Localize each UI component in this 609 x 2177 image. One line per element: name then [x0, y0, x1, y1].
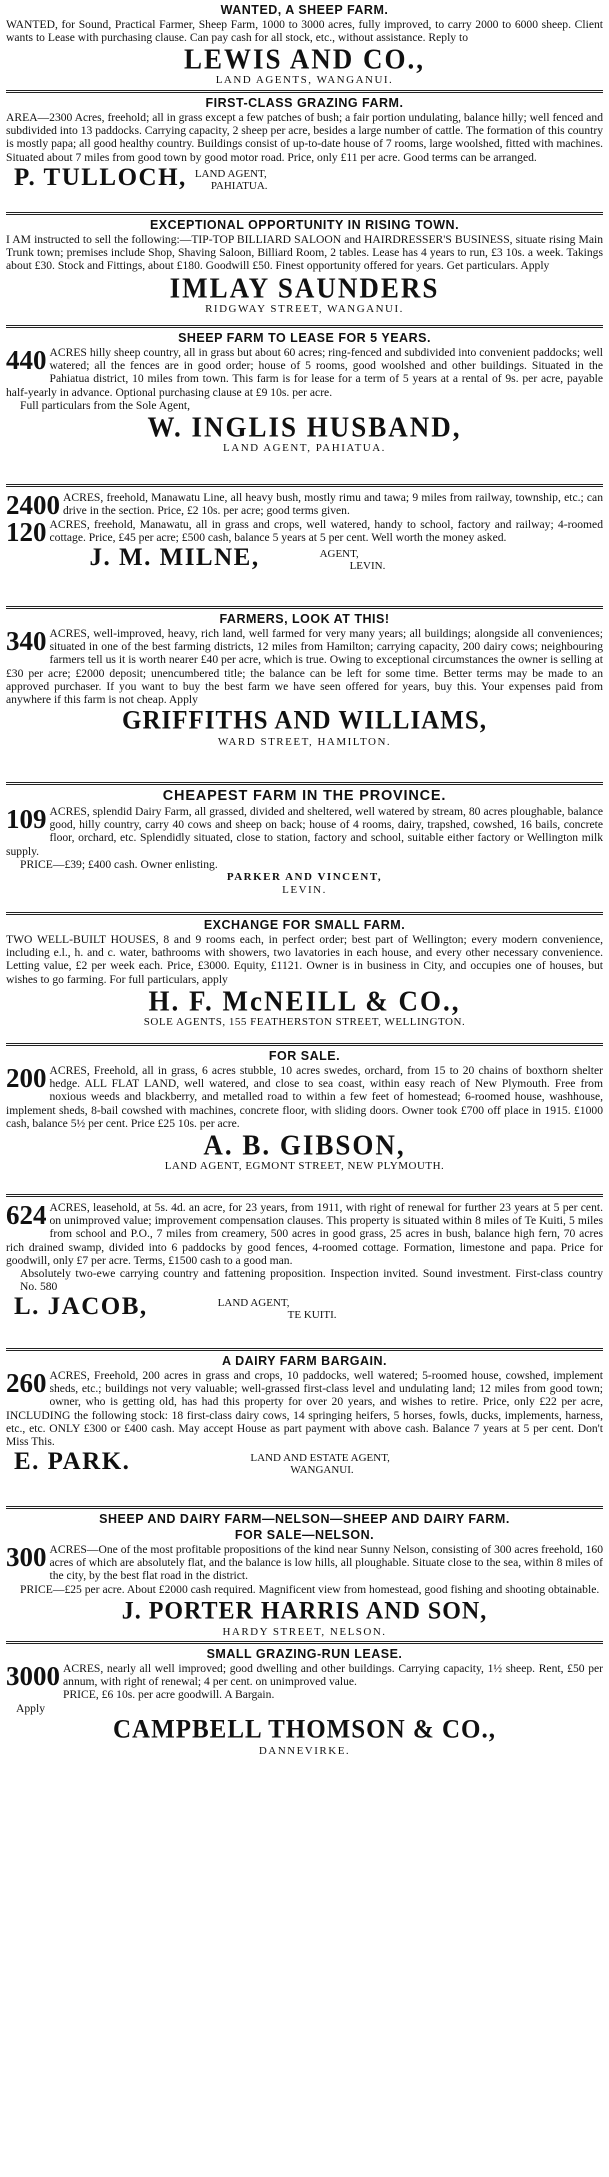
- ad-text: ACRES, freehold, Manawatu Line, all heavy bush, mostly rimu and tawa; 9 miles from railway, township, etc.; can drive in the section. Price, £2 10s. per acre; good terms given.: [63, 491, 603, 518]
- agent-town: PAHIATUA.: [210, 179, 268, 192]
- ad-text: ACRES, leasehold, at 5s. 4d. an acre, for 23 years, from 1911, with right of renewal for further 23 years at 5 per cent. on unimproved value; improvement compensation clauses. This property is situated within 8 miles of Te Kuiti, 5 miles from school and P.O., 7 miles from creamery, 500 acres in good grass, 25 acres in bush, balance high fern, 70 acres rich drained swamp, divided into 6 paddocks by good fences, 4-roomed cottage. Formation, limestone and papa. Price for goodwill, only £7 per acre. Terms, £1500 cash to a good man.: [6, 1201, 603, 1267]
- acreage-number: 2400: [6, 490, 60, 520]
- agent-name: LEWIS AND CO.,: [183, 43, 426, 76]
- ad-extra-line: Apply: [16, 1701, 45, 1715]
- agent-block: [6, 164, 603, 192]
- ad-sheep-dairy-nelson: [6, 1509, 603, 1644]
- agent-town: WANGANUI.: [290, 1464, 354, 1477]
- ad-extra-line: Absolutely two-ewe carrying country and fattening proposition. Inspection invited. Sound investment. First-class country No. 580: [20, 1267, 603, 1294]
- ad-wanted-sheep-farm: [6, 0, 603, 93]
- acreage-number-2: 120: [6, 517, 47, 547]
- ad-sheep-farm-lease: [6, 328, 603, 487]
- agent-name: L. JACOB,: [14, 1293, 148, 1321]
- agent-address: LAND AGENT, EGMONT STREET, NEW PLYMOUTH.: [164, 1160, 445, 1173]
- ad-heading: EXCHANGE FOR SMALL FARM.: [203, 918, 406, 932]
- agent-address: WARD STREET, HAMILTON.: [217, 736, 392, 749]
- ad-heading: FOR SALE.: [268, 1049, 341, 1063]
- ad-heading: SHEEP FARM TO LEASE FOR 5 YEARS.: [178, 331, 431, 345]
- agent-name: A. B. GIBSON,: [203, 1129, 406, 1161]
- agent-name: IMLAY SAUNDERS: [169, 271, 440, 304]
- ad-farmers-look: [6, 609, 603, 785]
- price-line: PRICE—£39; £400 cash. Owner enlisting.: [20, 857, 218, 871]
- ad-heading: A DAIRY FARM BARGAIN.: [222, 1354, 387, 1368]
- acreage-number: 440: [6, 345, 47, 375]
- ad-heading: CHEAPEST FARM IN THE PROVINCE.: [162, 788, 447, 804]
- agent-town: LEVIN.: [349, 560, 386, 573]
- agent-name: GRIFFITHS AND WILLIAMS,: [122, 706, 487, 735]
- agent-town: LEVIN.: [282, 884, 327, 897]
- agent-block-labels: [250, 1452, 389, 1476]
- acreage-number: 300: [6, 1542, 47, 1572]
- ad-text: ACRES, Freehold, all in grass, 6 acres stubble, 10 acres swedes, orchard, from 15 to 20 chains of boxthorn shelter hedge. ALL FLAT LAND, well watered, and close to sea coast, within easy reach of New Plymouth. Free from noxious weeds and blackberry, and metalled road to within a few feet of homestead; 6-roomed house, washhouse, implement sheds, 8-bail cowshed with machines, concrete floor, with sliding doors. Owner took £700 off place in 1915. £1000 cash, balance 5½ per cent. Price £25 10s. per acre.: [6, 1064, 603, 1130]
- ad-heading: SHEEP AND DAIRY FARM—NELSON—SHEEP AND DAIRY FARM.: [99, 1512, 510, 1526]
- price-line: PRICE, £6 10s. per acre goodwill. A Bargain.: [63, 1688, 275, 1702]
- agent-address: LAND AGENT, PAHIATUA.: [223, 442, 386, 455]
- agent-title: LAND AGENT,: [194, 167, 267, 180]
- agent-name: CAMPBELL THOMSON & CO.,: [113, 1715, 496, 1744]
- ad-heading: WANTED, A SHEEP FARM.: [220, 3, 389, 17]
- agent-block: [6, 1293, 603, 1321]
- ad-heading: FARMERS, LOOK AT THIS!: [219, 612, 390, 626]
- ad-heading: FIRST-CLASS GRAZING FARM.: [205, 96, 404, 110]
- ad-extra-line: Full particulars from the Sole Agent,: [20, 398, 191, 412]
- agent-block-labels: [195, 168, 268, 192]
- ad-heading: EXCEPTIONAL OPPORTUNITY IN RISING TOWN.: [149, 218, 460, 232]
- agent-title: LAND AGENT,: [217, 1297, 290, 1310]
- agent-block: [6, 1448, 603, 1476]
- ad-text: ACRES—One of the most profitable propositions of the kind near Sunny Nelson, consisting of 300 acres freehold, 160 acres of which are absolutely flat, and the balance is low hills, all ploughable. Situate close to the sea, within 8 miles of the city, by the best flat road in the district.: [49, 1543, 603, 1583]
- ad-small-grazing-run: [6, 1644, 603, 1764]
- ad-text-2: ACRES, freehold, Manawatu, all in grass and crops, well watered, handy to school, factory and railway; 4-roomed cottage. Price, £45 per acre; £500 cash, balance 5 years at 5 per cent. Well worth the money asked.: [49, 518, 603, 545]
- ad-text: ACRES, well-improved, heavy, rich land, well farmed for very many years; all buildings; alongside all conveniences; situated in one of the best farming districts, 12 miles from Hamilton; carrying capacity, 200 dairy cows; neighbouring farmers tell us it is worth nearer £40 per acre, which is true. Owing to exceptional circumstances the owner is selling at £30 per acre; £2000 deposit; unencumbered title; the balance can be left for some time. Better terms may be made to an approved purchaser. If you want to buy the best farm we have seen offered for years, buy this. Your expenses paid from anywhere if this farm is not cheap. Apply: [6, 627, 603, 707]
- ad-exceptional-opportunity: [6, 215, 603, 328]
- acreage-number: 200: [6, 1063, 47, 1093]
- ad-subheading: FOR SALE—NELSON.: [234, 1528, 375, 1542]
- agent-town: TE KUITI.: [287, 1309, 337, 1322]
- ad-dairy-farm-bargain: [6, 1351, 603, 1509]
- agent-name: H. F. McNEILL & CO.,: [148, 985, 461, 1017]
- agent-name: PARKER AND VINCENT,: [226, 871, 383, 884]
- ad-first-class-grazing-farm: [6, 93, 603, 215]
- ad-te-kuiti-leasehold: [6, 1197, 603, 1351]
- acreage-number: 624: [6, 1200, 47, 1230]
- agent-block-labels: [320, 548, 386, 572]
- ad-text: ACRES, splendid Dairy Farm, all grassed, divided and sheltered, well watered by stream, 80 acres ploughable, balance good, hilly country, carry 40 cows and sheep on back; house of 4 rooms, dairy, trapshed, cowshed, 16 bails, concrete floor, orchard, etc. Splendidly situated, close to station, factory and school, suitable either factory or Wellington milk supply.: [6, 805, 603, 858]
- agent-title: LAND AND ESTATE AGENT,: [250, 1452, 390, 1465]
- ad-text: ACRES, Freehold, 200 acres in grass and crops, 10 paddocks, well watered; 5-roomed house, cowshed, implement sheds, etc.; buildings not very valuable; well-grassed first-class level and undulating land; 12 miles from good town; owner, who is getting old, has had this property for over 20 years, and wishes to retire. Price, only £22 per acre, INCLUDING the following stock: 18 first-class dairy cows, 14 springing heifers, 5 horses, fowls, ducks, implements, harness, etc., etc. ONLY £300 or £400 cash. May accept House as part payment with above cash. Balance 7 years at 5 per cent. Don't Miss This.: [6, 1369, 603, 1449]
- acreage-number: 260: [6, 1368, 47, 1398]
- ad-heading: SMALL GRAZING-RUN LEASE.: [206, 1647, 403, 1661]
- agent-address: HARDY STREET, NELSON.: [222, 1625, 387, 1638]
- ad-for-sale-new-plymouth: [6, 1046, 603, 1197]
- ad-text: AREA—2300 Acres, freehold; all in grass except a few patches of bush; a fair portion undulating, balance hilly; well fenced and subdivided into 13 paddocks. Carrying capacity, 2 sheep per acre, besides a large number of cattle. The formation of this country is mostly papa; all good healthy country. Buildings consist of up-to-date house of 7 rooms, large woolshed, fitted with machines. Situated about 7 miles from good town by good motor road. Price, only £11 per acre. Good terms can be arranged.: [6, 111, 604, 164]
- agent-name: J. M. MILNE,: [89, 544, 260, 572]
- ad-milne-levin: [6, 487, 603, 609]
- agent-name: J. PORTER HARRIS AND SON,: [121, 1597, 488, 1625]
- ad-exchange-small-farm: [6, 915, 603, 1046]
- acreage-number: 3000: [6, 1661, 60, 1691]
- agent-name: E. PARK.: [14, 1448, 131, 1476]
- agent-address: RIDGWAY STREET, WANGANUI.: [205, 302, 404, 315]
- agent-address: LAND AGENTS, WANGANUI.: [215, 74, 394, 87]
- ad-text: TWO WELL-BUILT HOUSES, 8 and 9 rooms each, in perfect order; best part of Wellington; every modern convenience, including e.l., h. and c. water, bathrooms with showers, two lavatories in each house, and every other necessary convenience. Letting value, £2 per week each. Price, £3000. Equity, £1121. Owner is in business in City, and occupies one of houses, but wishes to go farming. For full particulars, apply: [6, 933, 603, 986]
- ad-cheapest-farm: [6, 785, 603, 915]
- ad-text: ACRES hilly sheep country, all in grass but about 60 acres; ring-fenced and subdivided into convenient paddocks; well watered; all the fences are in good order; house of 5 rooms, good woolshed and other buildings. Situated in the Pahiatua district, 10 miles from town. This farm is for lease for a term of 5 years at a rental of 9s. per acre, payable half-yearly in advance. Optional purchasing clause at £9 10s. per acre.: [6, 346, 603, 399]
- agent-title: AGENT,: [319, 548, 359, 561]
- acreage-number: 109: [6, 804, 47, 834]
- ad-text: I AM instructed to sell the following:—TIP-TOP BILLIARD SALOON and HAIRDRESSER'S BUSINESS, situate rising Main Trunk town; premises include Shop, Shaving Saloon, Billiard Room, 2 tables. Lease has 4 years to run, £3 10s. a week. Takings about £30. Stock and Fittings, about £180. Goodwill £50. Finest opportunity offered for years. Get particulars. Apply: [6, 233, 603, 273]
- agent-address: SOLE AGENTS, 155 FEATHERSTON STREET, WELLINGTON.: [143, 1015, 466, 1028]
- agent-block-labels: [218, 1297, 337, 1321]
- agent-name: W. INGLIS HUSBAND,: [147, 411, 462, 443]
- ad-text: ACRES, nearly all well improved; good dwelling and other buildings. Carrying capacity, 1½ sheep. Rent, £50 per annum, with right of renewal; 4 per cent. on unimproved value.: [63, 1662, 603, 1689]
- ad-text: WANTED, for Sound, Practical Farmer, Sheep Farm, 1000 to 3000 acres, fully improved, to carry 2000 to 6000 sheep. Client wants to Lease with purchasing clause. Can pay cash for all stock, etc., without assistance. Reply to: [6, 18, 603, 45]
- agent-address: DANNEVIRKE.: [258, 1744, 351, 1757]
- agent-name: P. TULLOCH,: [14, 163, 187, 191]
- price-line: PRICE—£25 per acre. About £2000 cash required. Magnificent view from homestead, good fishing and shooting obtainable.: [20, 1582, 600, 1596]
- acreage-number: 340: [6, 626, 47, 656]
- agent-block: [50, 544, 604, 572]
